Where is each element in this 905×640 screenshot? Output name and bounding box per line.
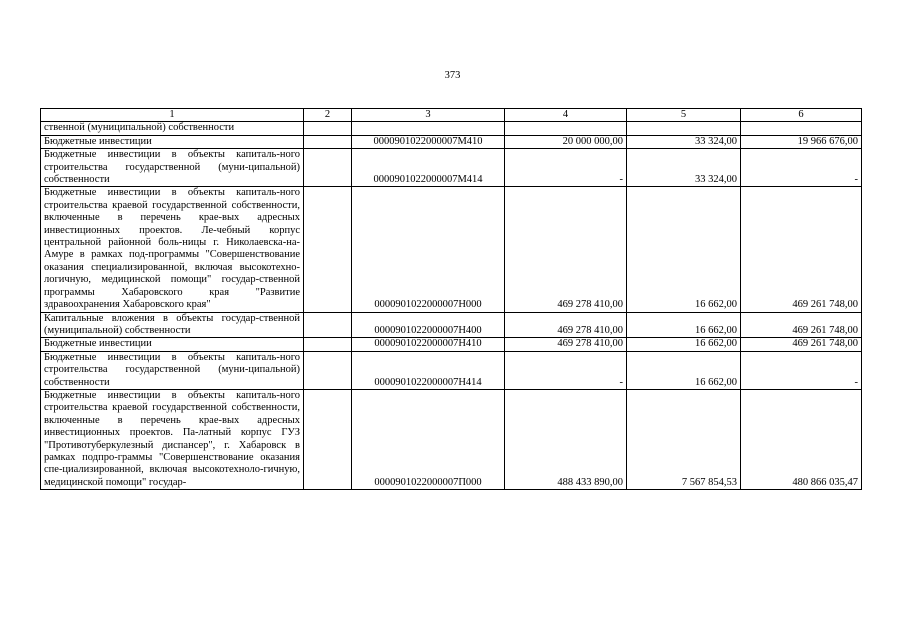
- row-col2: [304, 187, 352, 312]
- row-value-col5: 33 324,00: [627, 149, 741, 187]
- row-value-col4: 20 000 000,00: [505, 135, 627, 148]
- row-value-col5: 16 662,00: [627, 338, 741, 351]
- table-row: [41, 338, 862, 351]
- row-value-col5: 7 567 854,53: [627, 389, 741, 489]
- table-row: [41, 122, 862, 135]
- row-budget-code: 0000901022000007П000: [352, 389, 505, 489]
- row-value-col5: 16 662,00: [627, 187, 741, 312]
- table-row: [41, 351, 862, 389]
- row-budget-code: 0000901022000007Н410: [352, 338, 505, 351]
- row-value-col4: -: [505, 351, 627, 389]
- row-value-col6: 469 261 748,00: [741, 312, 862, 338]
- page-number: 373: [444, 70, 461, 81]
- row-value-col6: 469 261 748,00: [741, 338, 862, 351]
- row-description: Бюджетные инвестиции в объекты капиталь-ного строительства краевой государственной собственности, включенные в перечень крае-вых адресных инвестиционных проектов. Па-латный корпус ГУЗ "Противотуберкулезный диспансер", г. Хабаровск в рамках подпро-граммы "Совершенствование оказания спе-циализированной, включая высокотехноло-гичную, медицинской помощи" государ-: [41, 389, 304, 489]
- table-row: [41, 135, 862, 148]
- table-row: [41, 312, 862, 338]
- row-value-col5: [627, 122, 741, 135]
- row-value-col4: 488 433 890,00: [505, 389, 627, 489]
- row-col2: [304, 338, 352, 351]
- row-description: Бюджетные инвестиции: [41, 135, 304, 148]
- column-header: 4: [505, 109, 627, 122]
- row-budget-code: 0000901022000007М414: [352, 149, 505, 187]
- row-budget-code: 0000901022000007М410: [352, 135, 505, 148]
- row-value-col5: 16 662,00: [627, 351, 741, 389]
- row-budget-code: 0000901022000007Н000: [352, 187, 505, 312]
- row-col2: [304, 389, 352, 489]
- row-col2: [304, 351, 352, 389]
- row-value-col4: [505, 122, 627, 135]
- row-description: Бюджетные инвестиции в объекты капиталь-ного строительства краевой государственной собственности, включенные в перечень крае-вых адресных инвестиционных проектов. Ле-чебный корпус центральной районной боль-ницы г. Николаевска-на-Амуре в рамках под-программы "Совершенствование оказания специализированной, включая высокотехно-логичную, медицинской помощи" государ-ственной программы Хабаровского края "Развитие здравоохранения Хабаровского края": [41, 187, 304, 312]
- row-value-col4: 469 278 410,00: [505, 312, 627, 338]
- row-budget-code: [352, 122, 505, 135]
- row-value-col4: -: [505, 149, 627, 187]
- table-row: [41, 187, 862, 312]
- row-col2: [304, 149, 352, 187]
- table-row: [41, 149, 862, 187]
- row-budget-code: 0000901022000007Н400: [352, 312, 505, 338]
- column-header: 1: [41, 109, 304, 122]
- row-description: ственной (муниципальной) собственности: [41, 122, 304, 135]
- row-col2: [304, 312, 352, 338]
- row-value-col6: -: [741, 351, 862, 389]
- row-value-col5: 16 662,00: [627, 312, 741, 338]
- row-description: Бюджетные инвестиции: [41, 338, 304, 351]
- column-header: 2: [304, 109, 352, 122]
- column-header: 6: [741, 109, 862, 122]
- row-value-col6: [741, 122, 862, 135]
- row-col2: [304, 135, 352, 148]
- row-col2: [304, 122, 352, 135]
- row-value-col6: 19 966 676,00: [741, 135, 862, 148]
- row-description: Бюджетные инвестиции в объекты капиталь-ного строительства государственной (муни-ципальной) собственности: [41, 351, 304, 389]
- row-value-col4: 469 278 410,00: [505, 187, 627, 312]
- column-header: 5: [627, 109, 741, 122]
- row-value-col5: 33 324,00: [627, 135, 741, 148]
- row-description: Капитальные вложения в объекты государ-ственной (муниципальной) собственности: [41, 312, 304, 338]
- row-value-col6: 469 261 748,00: [741, 187, 862, 312]
- row-description: Бюджетные инвестиции в объекты капиталь-ного строительства государственной (муни-ципальной) собственности: [41, 149, 304, 187]
- row-value-col4: 469 278 410,00: [505, 338, 627, 351]
- row-budget-code: 0000901022000007Н414: [352, 351, 505, 389]
- table-row: [41, 389, 862, 489]
- row-value-col6: 480 866 035,47: [741, 389, 862, 489]
- budget-table: [40, 108, 862, 490]
- row-value-col6: -: [741, 149, 862, 187]
- header-row: [41, 109, 862, 122]
- column-header: 3: [352, 109, 505, 122]
